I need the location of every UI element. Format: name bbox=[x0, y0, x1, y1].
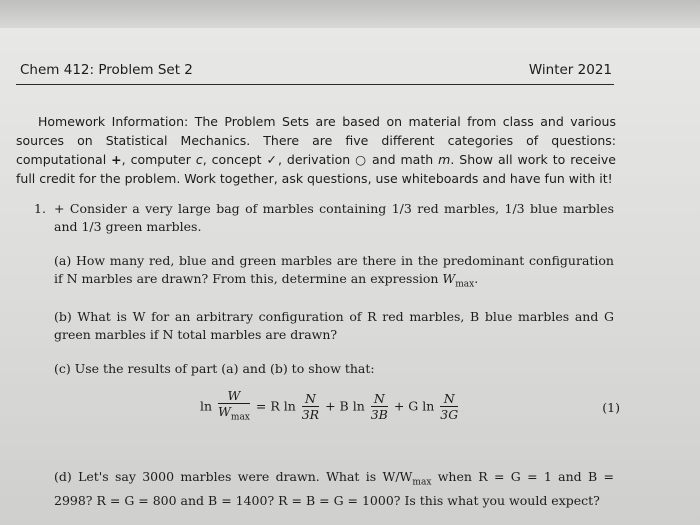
homework-text-a: The Problem Sets are based on material from class and various sources on Statistical Mechanics. There are five different categories of questions: computational bbox=[16, 114, 616, 167]
eq-frac-w bbox=[218, 388, 250, 426]
eq-ln: ln bbox=[200, 398, 213, 414]
eq-frac-r bbox=[302, 391, 319, 422]
computer-symbol: c bbox=[195, 152, 203, 167]
eq-frac-r-num: N bbox=[302, 391, 319, 407]
part-a-end: . bbox=[474, 271, 479, 286]
homework-text-e: and math bbox=[367, 152, 439, 167]
eq-frac-g-num: N bbox=[440, 391, 458, 407]
math-symbol: m bbox=[438, 152, 451, 167]
homework-information bbox=[16, 112, 616, 188]
eq-b-term: + B ln bbox=[325, 398, 369, 414]
equation-1 bbox=[200, 388, 620, 428]
problem-1-statement: + Consider a very large bag of marbles containing 1/3 red marbles, 1/3 blue marbles and 1/3 green marbles. bbox=[54, 201, 614, 234]
eq-g-term: + G ln bbox=[393, 398, 439, 414]
part-b-text: (b) What is W for an arbitrary configuration of R red marbles, B blue marbles and G green marbles if N total marbles are drawn? bbox=[54, 309, 614, 342]
eq-frac-b bbox=[371, 391, 388, 422]
part-a-w: W bbox=[442, 271, 456, 286]
eq-r-term: = R ln bbox=[255, 398, 300, 414]
homework-text-c: , concept bbox=[202, 152, 267, 167]
homework-text-b: , computer bbox=[121, 152, 196, 167]
part-c bbox=[54, 360, 614, 378]
page-top-edge bbox=[0, 0, 700, 28]
homework-paragraph bbox=[16, 112, 616, 188]
eq-frac-b-num: N bbox=[371, 391, 388, 407]
problem-set-header bbox=[16, 58, 614, 85]
homework-text-f: . Show all work to receive full credit for the problem. Work together, ask questions, use whiteboards and have fun with it! bbox=[16, 152, 616, 186]
part-b bbox=[54, 308, 614, 344]
computational-symbol: + bbox=[111, 152, 122, 167]
concept-symbol: ✓ bbox=[266, 152, 278, 167]
part-a-text: (a) How many red, blue and green marbles are there in the predominant configuration if N marbles are drawn? From this, determine an expression bbox=[54, 253, 614, 286]
equation-body bbox=[200, 388, 460, 426]
eq-frac-w-den-main: W bbox=[218, 404, 231, 419]
part-d bbox=[54, 468, 614, 510]
eq-frac-g-den: 3G bbox=[440, 407, 459, 423]
eq-frac-w-den bbox=[218, 404, 250, 426]
problem-1 bbox=[34, 200, 614, 236]
homework-text-d: , derivation bbox=[277, 152, 356, 167]
homework-label: Homework Information: bbox=[38, 114, 189, 129]
part-a bbox=[54, 252, 614, 294]
derivation-symbol: ○ bbox=[355, 152, 368, 167]
problem-number: 1. bbox=[34, 201, 46, 216]
eq-frac-w-num: W bbox=[218, 388, 250, 404]
part-d-sub: max bbox=[412, 477, 432, 488]
part-d-text-b: when R = G = 1 and B = 2998? R = G = 800 and B = 1400? R = B = G = 1000? Is this what you would expect? bbox=[54, 469, 614, 508]
part-c-text: (c) Use the results of part (a) and (b) to show that: bbox=[54, 361, 375, 376]
eq-frac-b-den: 3B bbox=[370, 407, 388, 423]
term-label: Winter 2021 bbox=[528, 62, 612, 78]
eq-frac-w-den-sub: max bbox=[230, 412, 250, 423]
part-a-sub: max bbox=[455, 279, 475, 290]
eq-frac-g bbox=[440, 391, 458, 422]
eq-frac-r-den: 3R bbox=[301, 407, 320, 423]
course-title: Chem 412: Problem Set 2 bbox=[20, 62, 193, 78]
equation-number: (1) bbox=[602, 400, 620, 415]
part-d-text-a: (d) Let's say 3000 marbles were drawn. What is W/W bbox=[54, 469, 413, 484]
